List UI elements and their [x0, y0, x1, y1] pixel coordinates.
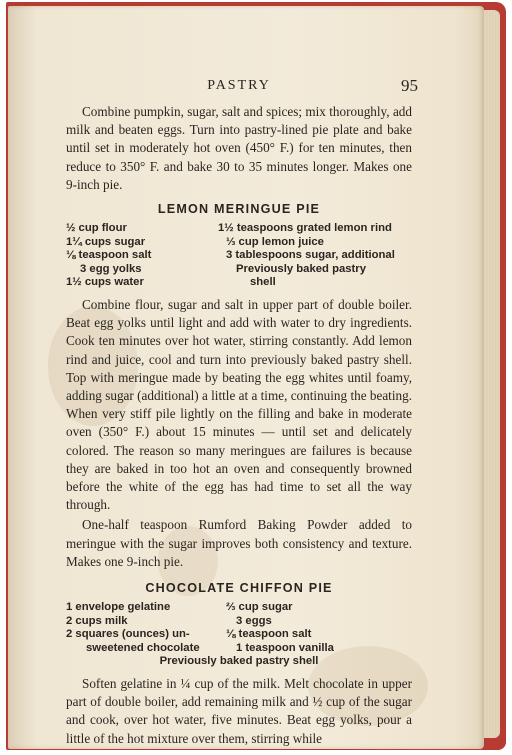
chocolate-method: Soften gelatine in ¼ cup of the milk. Melt chocolate in upper part of double boiler, add remaining milk and ½ cup of the sugar and cook, over hot water, five minutes. Beat egg yolks, pour a little of the hot mixture over them, stirring while	[66, 676, 412, 746]
lemon-ingredients-left	[66, 222, 218, 290]
running-head-title: PASTRY	[207, 78, 271, 93]
ingredient: sweetened chocolate	[86, 641, 200, 654]
lemon-recipe-title: LEMON MERINGUE PIE	[157, 202, 321, 217]
lemon-method: Combine flour, sugar and salt in upper part of double boiler. Beat egg yolks until light and add with water to dry ingredients. Cook ten minutes over hot water, stirring constantly. Add lemon rind and juice, cool and turn into previously baked pastry shell. Top with meringue made by beating the egg whites until foamy, adding sugar (additional) a little at a time, continuing the beating. When very stiff pile lightly on the filling and bake in moderate oven (350° F.) about 15 minutes — until set and delicately colored. The reason so many meringues are failures is because they are baked in too hot an oven and consequently browned before the white of the egg has had time to set all the way through.	[66, 296, 412, 513]
ingredient: 1½ teaspoons grated lemon rind	[218, 222, 392, 235]
ingredient: 1 teaspoon vanilla	[236, 641, 334, 654]
lemon-ingredients	[66, 222, 412, 290]
pumpkin-pie-method: Combine pumpkin, sugar, salt and spices; mix thoroughly, add milk and beaten eggs. Turn into pastry-lined pie plate and bake until set in moderately hot oven (450° F.) for ten minutes, then reduce to 350° F. and bake 30 to 35 minutes longer. Makes one 9-inch pie.	[66, 104, 412, 192]
chocolate-ingredients-left	[66, 601, 226, 655]
ingredient: 3 tablespoons sugar, additional	[226, 249, 395, 262]
lemon-note: One-half teaspoon Rumford Baking Powder added to meringue with the sugar improves both consistency and texture. Makes one 9-inch pie.	[66, 517, 412, 569]
ingredient: ⅓ cup lemon juice	[226, 235, 324, 248]
chocolate-ingredients-footer: Previously baked pastry shell	[159, 655, 319, 668]
ingredient: 3 eggs	[236, 614, 272, 627]
ingredient: ⅔ cup sugar	[226, 601, 293, 614]
ingredient: Previously baked pastry	[236, 262, 366, 275]
ingredient: shell	[250, 276, 276, 289]
ingredient: 2 cups milk	[66, 614, 128, 627]
chocolate-recipe-title: CHOCOLATE CHIFFON PIE	[145, 581, 333, 596]
running-head	[66, 76, 418, 98]
lemon-ingredients-right	[218, 222, 412, 290]
page-content	[66, 76, 418, 748]
chocolate-ingredients	[66, 601, 412, 655]
ingredient: ½ cup flour	[66, 222, 127, 235]
ingredient: ⅛ teaspoon salt	[226, 628, 312, 641]
chocolate-ingredients-right	[226, 601, 412, 655]
ingredient: 1¼ cups sugar	[66, 235, 146, 248]
ingredient: 1½ cups water	[66, 276, 144, 289]
book-page	[8, 6, 484, 749]
ingredient: 2 squares (ounces) un-	[66, 628, 190, 641]
ingredient: 1 envelope gelatine	[66, 601, 171, 614]
page-number: 95	[401, 76, 418, 95]
ingredient: ⅛ teaspoon salt	[66, 249, 152, 262]
ingredient: 3 egg yolks	[80, 262, 142, 275]
